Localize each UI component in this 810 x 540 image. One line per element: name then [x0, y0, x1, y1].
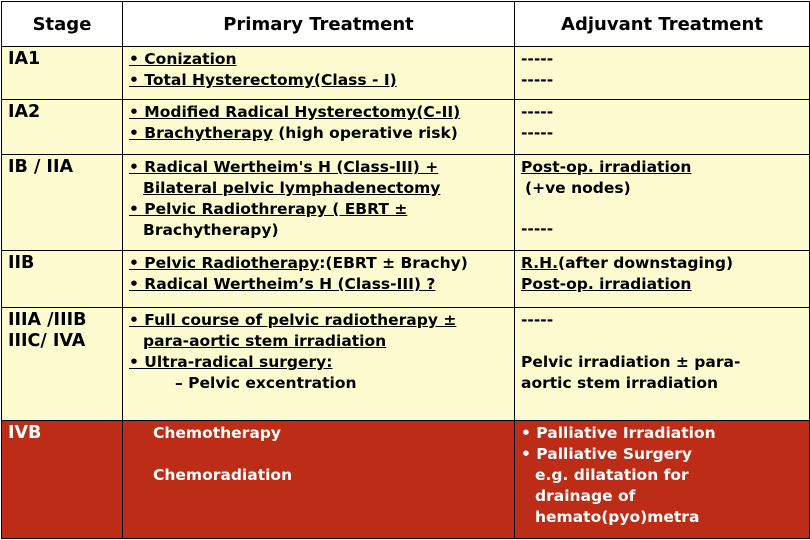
- stage-cell: IA2: [2, 100, 123, 155]
- adjuvant-line: • Palliative Irradiation: [521, 424, 716, 442]
- table-row: [2, 100, 810, 155]
- adjuvant-line: -----: [521, 103, 554, 121]
- primary-line: – Pelvic excentration: [175, 374, 357, 392]
- primary-line: Brachytherapy): [143, 221, 279, 239]
- primary-line: • Conization: [129, 50, 237, 68]
- adjuvant-line: R.H.: [521, 254, 558, 272]
- primary-note: :(EBRT ± Brachy): [319, 254, 468, 272]
- table-row: [2, 251, 810, 308]
- adjuvant-line: -----: [521, 220, 554, 238]
- primary-line: • Full course of pelvic radiotherapy ±: [129, 311, 457, 329]
- primary-line: • Pelvic Radiotherapy: [129, 254, 320, 272]
- primary-line: • Ultra-radical surgery:: [129, 353, 333, 371]
- primary-cell: [123, 308, 515, 421]
- primary-line: • Pelvic Radiothrerapy ( EBRT ±: [129, 200, 408, 218]
- adjuvant-line: Pelvic irradiation ± para-: [521, 353, 741, 371]
- adjuvant-cell: [515, 308, 810, 421]
- adjuvant-cell: [515, 155, 810, 251]
- primary-line: • Total Hysterectomy(Class - I): [129, 71, 397, 89]
- primary-cell: [123, 47, 515, 100]
- adjuvant-line: • Palliative Surgery: [521, 445, 693, 463]
- primary-line: • Radical Wertheim's H (Class-III) +: [129, 158, 439, 176]
- adjuvant-line: aortic stem irradiation: [521, 374, 719, 392]
- table-row: [2, 155, 810, 251]
- stage-cell: [2, 308, 123, 421]
- adjuvant-line: drainage of: [535, 487, 636, 505]
- primary-line: Chemoradiation: [153, 466, 293, 484]
- header-stage: Stage: [2, 2, 123, 47]
- primary-line: • Modified Radical Hysterectomy(C-II): [129, 103, 461, 121]
- adjuvant-cell: [515, 100, 810, 155]
- table-row: [2, 47, 810, 100]
- stage-cell: IVB: [2, 421, 123, 539]
- primary-line: • Brachytherapy: [129, 124, 273, 142]
- adjuvant-line: (+ve nodes): [525, 179, 631, 197]
- header-primary-treatment: Primary Treatment: [123, 2, 515, 47]
- primary-cell: [123, 155, 515, 251]
- table-row: [2, 308, 810, 421]
- adjuvant-line: -----: [521, 311, 554, 329]
- primary-line: para-aortic stem irradiation: [143, 332, 387, 350]
- adjuvant-note: (after downstaging): [557, 254, 734, 272]
- primary-cell: [123, 421, 515, 539]
- adjuvant-line: -----: [521, 124, 554, 142]
- stage-cell: IB / IIA: [2, 155, 123, 251]
- adjuvant-cell: [515, 421, 810, 539]
- primary-cell: [123, 251, 515, 308]
- adjuvant-cell: [515, 251, 810, 308]
- adjuvant-line: e.g. dilatation for: [535, 466, 689, 484]
- primary-line: Chemotherapy: [153, 424, 281, 442]
- stage-cell: IIB: [2, 251, 123, 308]
- adjuvant-line: -----: [521, 71, 554, 89]
- primary-note: (high operative risk): [272, 124, 458, 142]
- primary-line: • Radical Wertheim’s H (Class-III) ?: [129, 275, 436, 293]
- adjuvant-cell: [515, 47, 810, 100]
- adjuvant-line: Post-op. irradiation: [521, 158, 692, 176]
- header-adjuvant-treatment: Adjuvant Treatment: [515, 2, 810, 47]
- stage-cell: IA1: [2, 47, 123, 100]
- adjuvant-line: hemato(pyo)metra: [535, 508, 700, 526]
- table-row: [2, 421, 810, 539]
- header-row: [2, 2, 810, 47]
- stage-line: IIIC/ IVA: [8, 331, 86, 351]
- adjuvant-line: -----: [521, 50, 554, 68]
- primary-cell: [123, 100, 515, 155]
- staging-treatment-table: [1, 1, 810, 539]
- adjuvant-line: Post-op. irradiation: [521, 275, 692, 293]
- stage-line: IIIA /IIIB: [8, 310, 87, 330]
- primary-line: Bilateral pelvic lymphadenectomy: [143, 179, 441, 197]
